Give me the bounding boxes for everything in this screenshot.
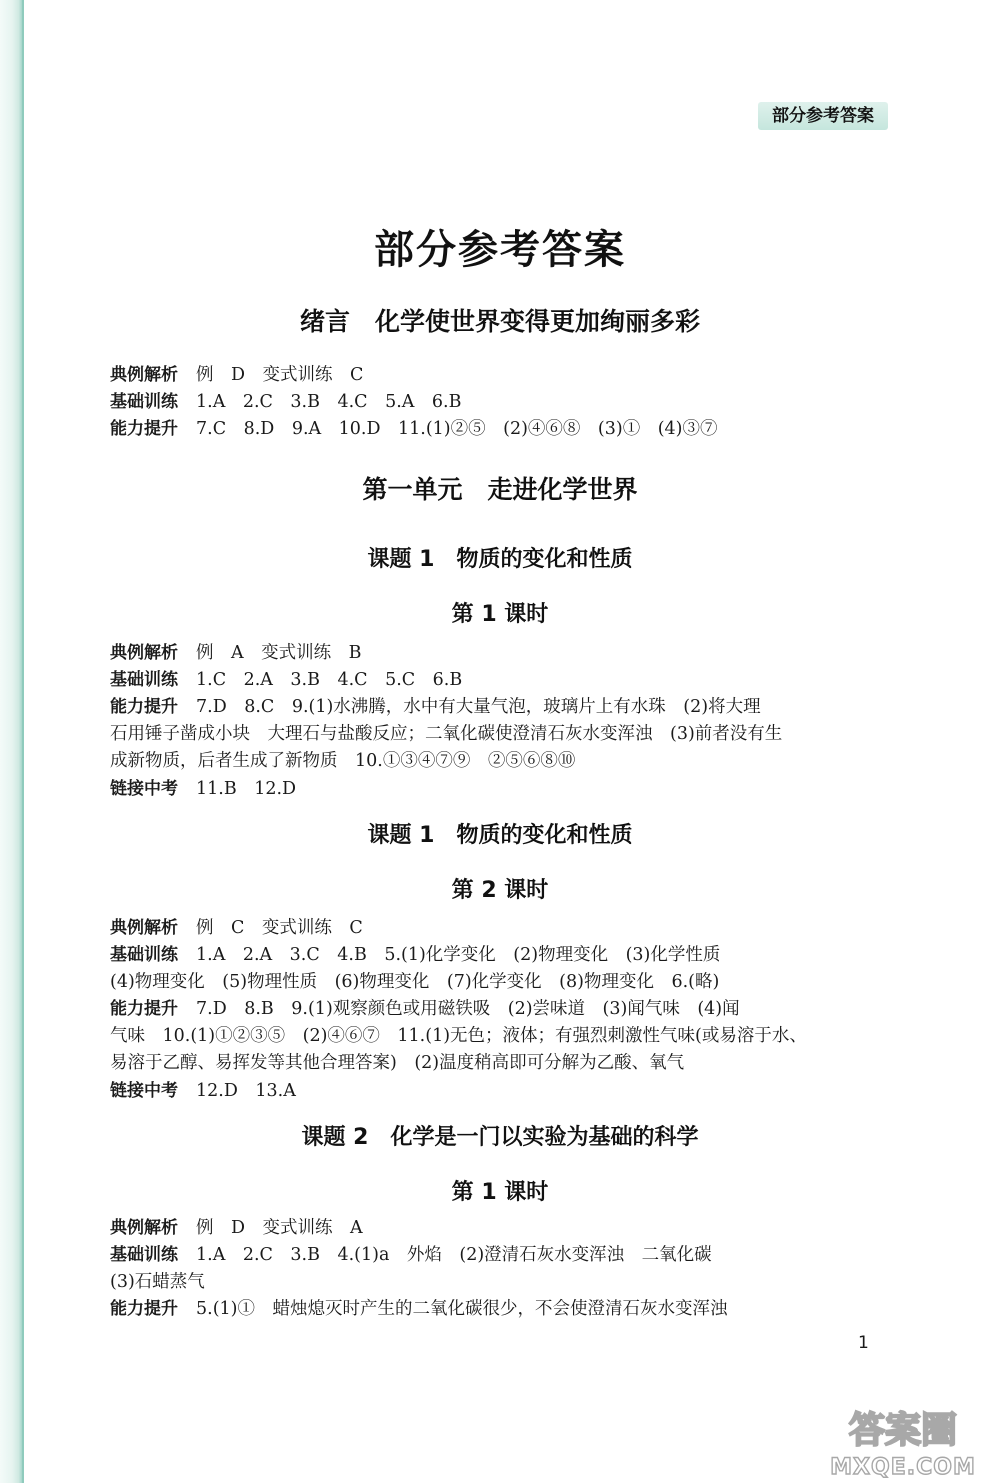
line-label: 基础训练 bbox=[110, 392, 178, 412]
svg-text:答案圈: 答案圈 bbox=[848, 1410, 958, 1451]
line-label: 典例解析 bbox=[110, 643, 178, 663]
answer-line bbox=[110, 778, 890, 800]
line-text: (3)石蜡蒸气 bbox=[110, 1272, 205, 1292]
page-number: 1 bbox=[858, 1333, 869, 1353]
lesson-heading: 第 1 课时 bbox=[451, 1180, 549, 1205]
topic-heading: 课题 2 化学是一门以实验为基础的科学 bbox=[301, 1125, 699, 1150]
unit-heading: 第一单元 走进化学世界 bbox=[362, 475, 638, 504]
line-text: 1.A 2.A 3.C 4.B 5.(1)化学变化 (2)物理变化 (3)化学性质 bbox=[196, 945, 721, 965]
answer-line bbox=[110, 669, 890, 691]
answer-line bbox=[110, 1052, 890, 1074]
answer-line bbox=[110, 917, 890, 939]
line-label: 能力提升 bbox=[110, 419, 178, 439]
line-label: 能力提升 bbox=[110, 697, 178, 717]
answer-line bbox=[110, 1298, 890, 1320]
answer-line bbox=[110, 364, 890, 386]
line-label: 典例解析 bbox=[110, 365, 178, 385]
answer-line bbox=[110, 1217, 890, 1239]
line-text: 1.C 2.A 3.B 4.C 5.C 6.B bbox=[196, 670, 463, 690]
svg-text:MXQE.COM: MXQE.COM bbox=[830, 1455, 976, 1480]
line-label: 基础训练 bbox=[110, 945, 178, 965]
line-text: 石用锤子凿成小块 大理石与盐酸反应；二氧化碳使澄清石灰水变浑浊 (3)前者没有生 bbox=[110, 724, 783, 744]
answer-line bbox=[110, 418, 890, 440]
answer-line bbox=[110, 998, 890, 1020]
line-text: 易溶于乙醇、易挥发等其他合理答案) (2)温度稍高即可分解为乙酸、氧气 bbox=[110, 1053, 685, 1073]
line-label: 典例解析 bbox=[110, 1218, 178, 1238]
line-text: 7.C 8.D 9.A 10.D 11.(1)②⑤ (2)④⑥⑧ (3)① (4)③⑦ bbox=[196, 419, 718, 439]
answer-line bbox=[110, 944, 890, 966]
line-text: 7.D 8.B 9.(1)观察颜色或用磁铁吸 (2)尝味道 (3)闻气味 (4)闻 bbox=[196, 999, 740, 1019]
line-text: 成新物质，后者生成了新物质 10.①③④⑦⑨ ②⑤⑥⑧⑩ bbox=[110, 751, 576, 771]
answer-line bbox=[110, 1080, 890, 1102]
line-text: 例 D 变式训练 C bbox=[196, 365, 364, 385]
line-label: 能力提升 bbox=[110, 999, 178, 1019]
line-text: (4)物理变化 (5)物理性质 (6)物理变化 (7)化学变化 (8)物理变化 6.(略) bbox=[110, 972, 720, 992]
line-text: 5.(1)① 蜡烛熄灭时产生的二氧化碳很少，不会使澄清石灰水变浑浊 bbox=[196, 1299, 728, 1319]
line-text: 1.A 2.C 3.B 4.(1)a 外焰 (2)澄清石灰水变浑浊 二氧化碳 bbox=[196, 1245, 712, 1265]
answer-line bbox=[110, 1244, 890, 1266]
answer-line bbox=[110, 642, 890, 664]
topic-heading: 课题 1 物质的变化和性质 bbox=[367, 823, 633, 848]
line-text: 11.B 12.D bbox=[196, 779, 297, 799]
lesson-heading: 第 2 课时 bbox=[451, 878, 549, 903]
line-label: 能力提升 bbox=[110, 1299, 178, 1319]
line-text: 7.D 8.C 9.(1)水沸腾，水中有大量气泡，玻璃片上有水珠 (2)将大理 bbox=[196, 697, 761, 717]
lesson-heading: 第 1 课时 bbox=[451, 602, 549, 627]
line-text: 12.D 13.A bbox=[196, 1081, 296, 1101]
answer-line bbox=[110, 1025, 890, 1047]
line-label: 基础训练 bbox=[110, 1245, 178, 1265]
answer-line bbox=[110, 391, 890, 413]
line-text: 气味 10.(1)①②③⑤ (2)④⑥⑦ 11.(1)无色；液体；有强烈刺激性气味(或易溶于水、 bbox=[110, 1026, 807, 1046]
answer-line bbox=[110, 971, 890, 993]
answer-line bbox=[110, 696, 890, 718]
page-title: 部分参考答案 bbox=[374, 227, 626, 273]
answer-line bbox=[110, 1271, 890, 1293]
line-text: 1.A 2.C 3.B 4.C 5.A 6.B bbox=[196, 392, 462, 412]
header-section-tag: 部分参考答案 bbox=[758, 102, 888, 130]
watermark-logo bbox=[818, 1400, 988, 1480]
line-text: 例 A 变式训练 B bbox=[196, 643, 362, 663]
answer-line bbox=[110, 750, 890, 772]
topic-heading: 课题 1 物质的变化和性质 bbox=[367, 547, 633, 572]
line-label: 链接中考 bbox=[110, 779, 178, 799]
line-text: 例 C 变式训练 C bbox=[196, 918, 363, 938]
line-label: 链接中考 bbox=[110, 1081, 178, 1101]
line-label: 基础训练 bbox=[110, 670, 178, 690]
line-label: 典例解析 bbox=[110, 918, 178, 938]
intro-heading: 绪言 化学使世界变得更加绚丽多彩 bbox=[299, 307, 700, 336]
line-text: 例 D 变式训练 A bbox=[196, 1218, 363, 1238]
answer-line bbox=[110, 723, 890, 745]
